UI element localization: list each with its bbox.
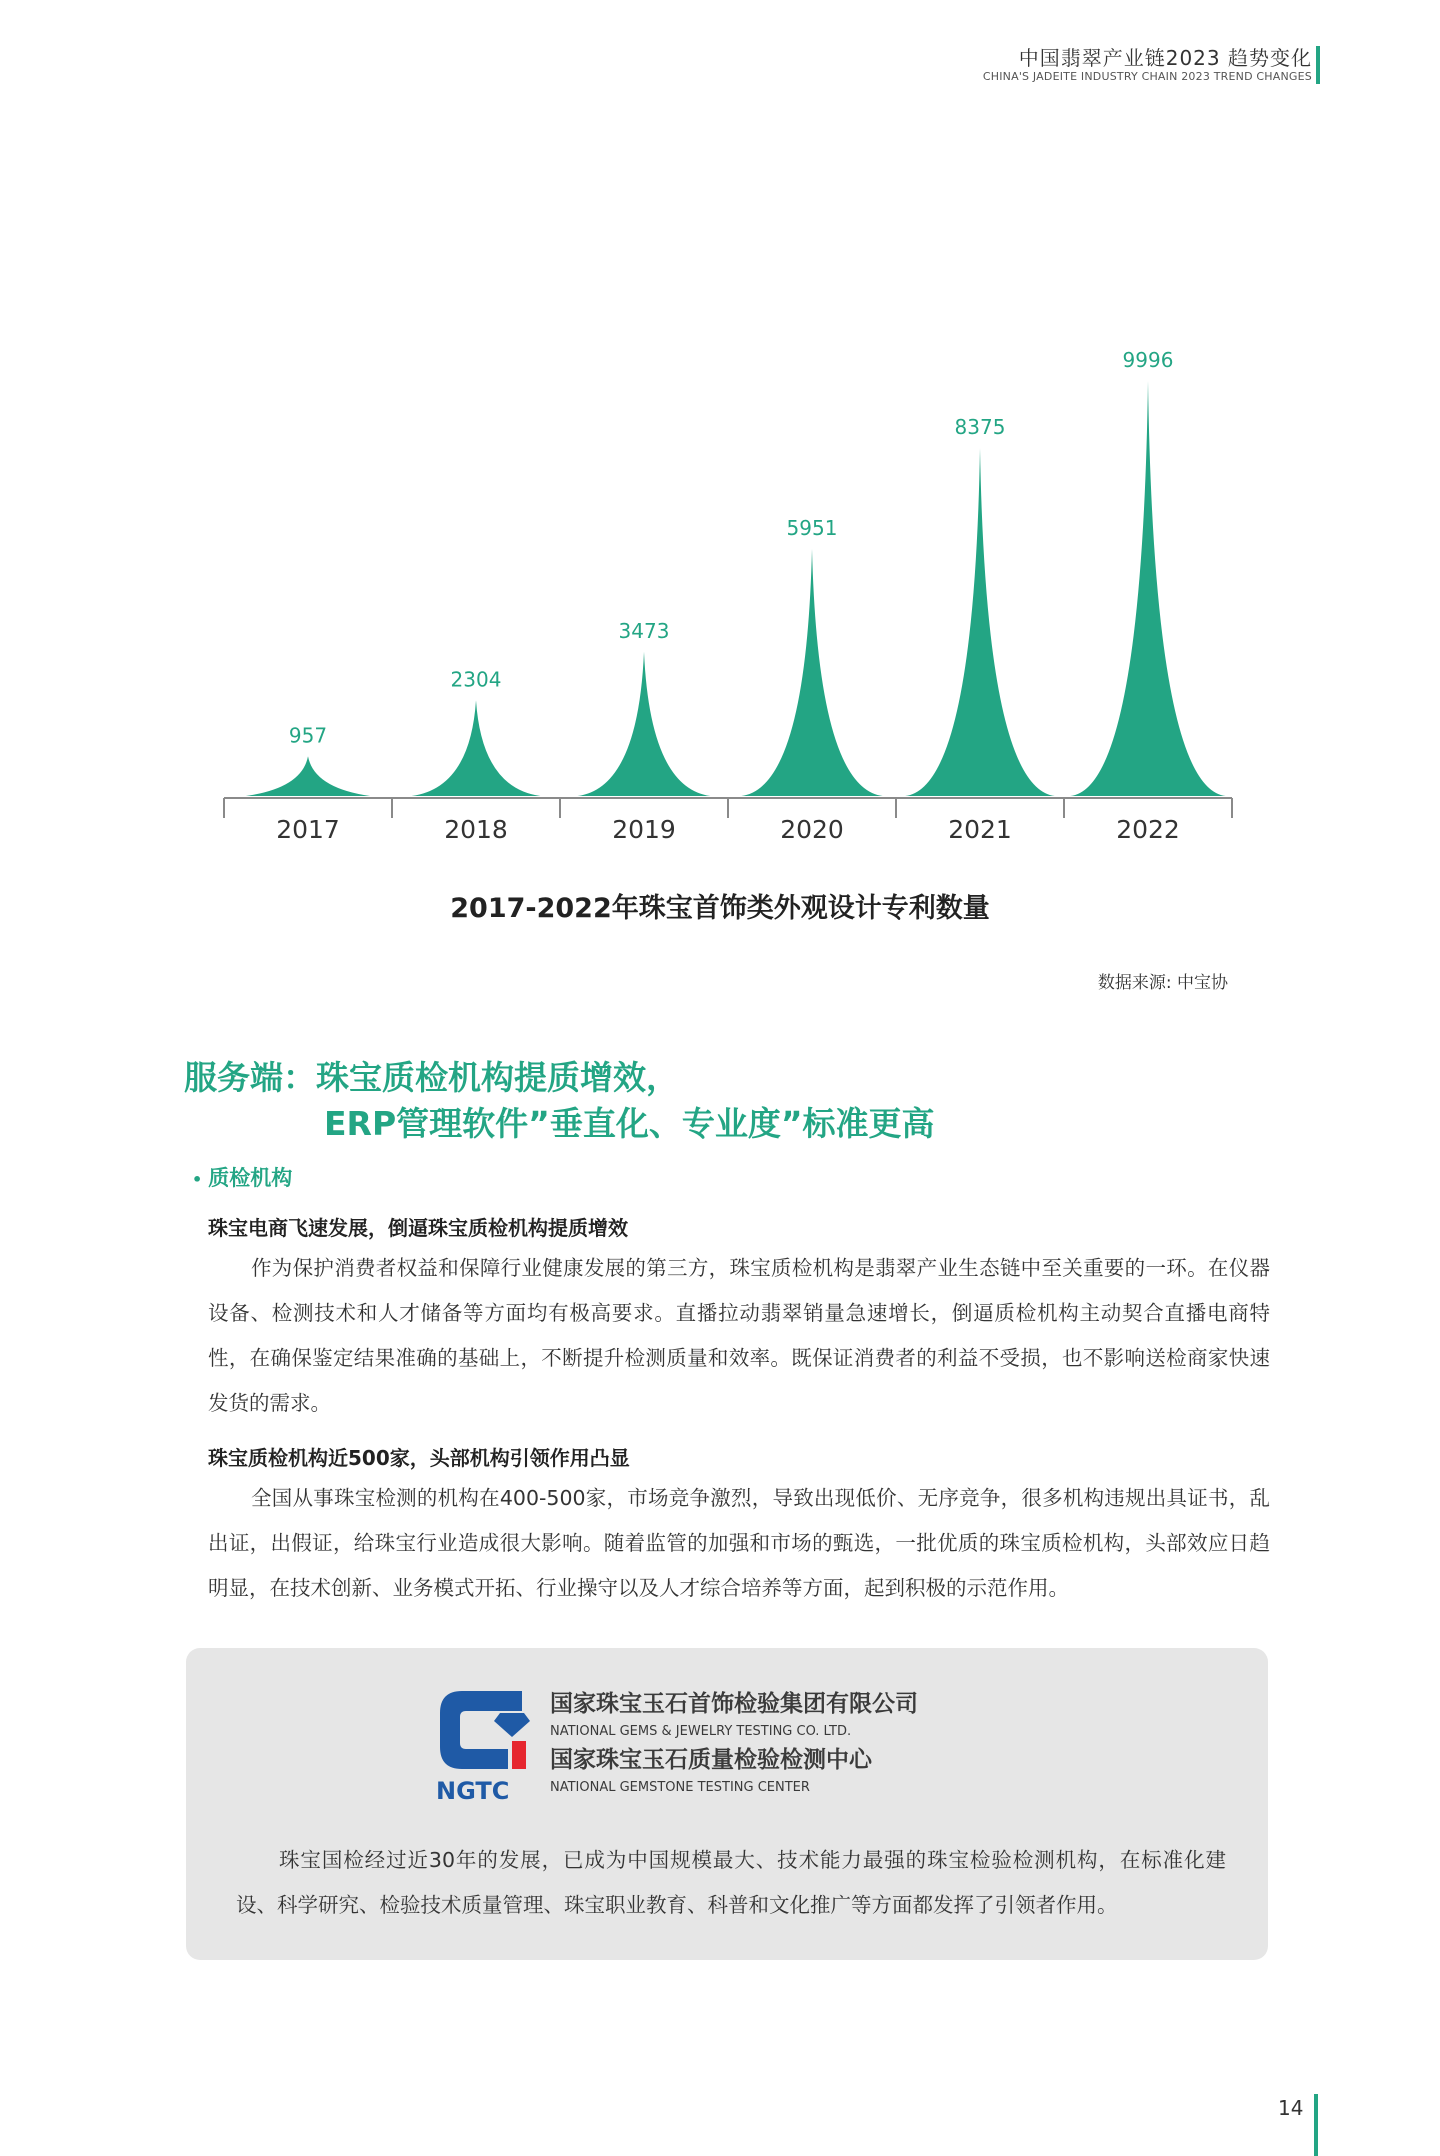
section-heading-line1: 服务端：珠宝质检机构提质增效， (184, 1058, 679, 1097)
x-tick-label-2019: 2019 (612, 815, 676, 844)
footer-accent-bar (1314, 2094, 1318, 2156)
ngtc-abbr: NGTC (436, 1777, 510, 1803)
data-label-2020: 5951 (786, 515, 838, 540)
bar-2017 (246, 756, 370, 796)
page-number: 14 (1278, 2096, 1304, 2120)
subheading-2: 珠宝质检机构近500家，头部机构引领作用凸显 (208, 1446, 630, 1470)
x-tick-label-2022: 2022 (1116, 815, 1180, 844)
bar-2018 (412, 700, 541, 796)
x-tick-label-2020: 2020 (780, 815, 844, 844)
patent-chart (200, 330, 1260, 850)
data-source: 数据来源: 中宝协 (1097, 973, 1228, 993)
ngtc-red-bar (512, 1741, 526, 1769)
subheading-1: 珠宝电商飞速发展，倒逼珠宝质检机构提质增效 (208, 1216, 628, 1240)
data-label-2021: 8375 (954, 415, 1006, 440)
bar-2022 (1070, 381, 1225, 796)
ngtc-line2-cn: 国家珠宝玉石质量检验检测中心 (550, 1747, 872, 1773)
ngtc-line1-en: NATIONAL GEMS & JEWELRY TESTING CO. LTD. (550, 1724, 852, 1739)
bar-2019 (578, 652, 711, 796)
bar-2020 (741, 549, 882, 796)
bullet-heading (192, 1162, 292, 1192)
x-tick-label-2017: 2017 (276, 815, 340, 844)
ngtc-diamond-icon (494, 1713, 530, 1737)
bar-2021 (905, 448, 1055, 796)
paragraph-1: 作为保护消费者权益和保障行业健康发展的第三方，珠宝质检机构是翡翠产业生态链中至关重要的一环。在仪器设备、检测技术和人才储备等方面均有极高要求。直播拉动翡翠销量急速增长，倒逼质检机构主动契合直播电商特性，在确保鉴定结果准确的基础上，不断提升检测质量和效率。既保证消费者的利益不受损，也不影响送检商家快速发货的需求。 (208, 1256, 1270, 1415)
header-title-en: CHINA'S JADEITE INDUSTRY CHAIN 2023 TREND CHANGES (982, 70, 1312, 83)
data-label-2018: 2304 (450, 667, 502, 692)
header-title-cn: 中国翡翠产业链2023 趋势变化 (1018, 46, 1312, 70)
ngtc-line2-en: NATIONAL GEMSTONE TESTING CENTER (550, 1780, 810, 1795)
ngtc-line1-cn: 国家珠宝玉石首饰检验集团有限公司 (550, 1691, 918, 1717)
data-label-2019: 3473 (618, 618, 670, 643)
x-tick-label-2018: 2018 (444, 815, 508, 844)
bullet-dot-icon: • (192, 1170, 203, 1189)
ngtc-logo (434, 1685, 994, 1803)
chart-title: 2017-2022年珠宝首饰类外观设计专利数量 (450, 893, 990, 924)
ngtc-description: 珠宝国检经过近30年的发展，已成为中国规模最大、技术能力最强的珠宝检验检测机构，在标准化建设、科学研究、检验技术质量管理、珠宝职业教育、科普和文化推广等方面都发挥了引领者作用。 (236, 1848, 1226, 1917)
paragraph-2: 全国从事珠宝检测的机构在400-500家，市场竞争激烈，导致出现低价、无序竞争，很多机构违规出具证书，乱出证，出假证，给珠宝行业造成很大影响。随着监管的加强和市场的甄选，一批优质的珠宝质检机构，头部效应日趋明显，在技术创新、业务模式开拓、行业操守以及人才综合培养等方面，起到积极的示范作用。 (208, 1486, 1270, 1600)
x-tick-label-2021: 2021 (948, 815, 1012, 844)
data-label-2022: 9996 (1122, 347, 1174, 372)
data-label-2017: 957 (288, 723, 328, 748)
header-accent-bar (1316, 46, 1320, 84)
section-heading-line2: ERP管理软件”垂直化、专业度”标准更高 (324, 1104, 935, 1143)
bullet-label: 质检机构 (208, 1166, 293, 1190)
